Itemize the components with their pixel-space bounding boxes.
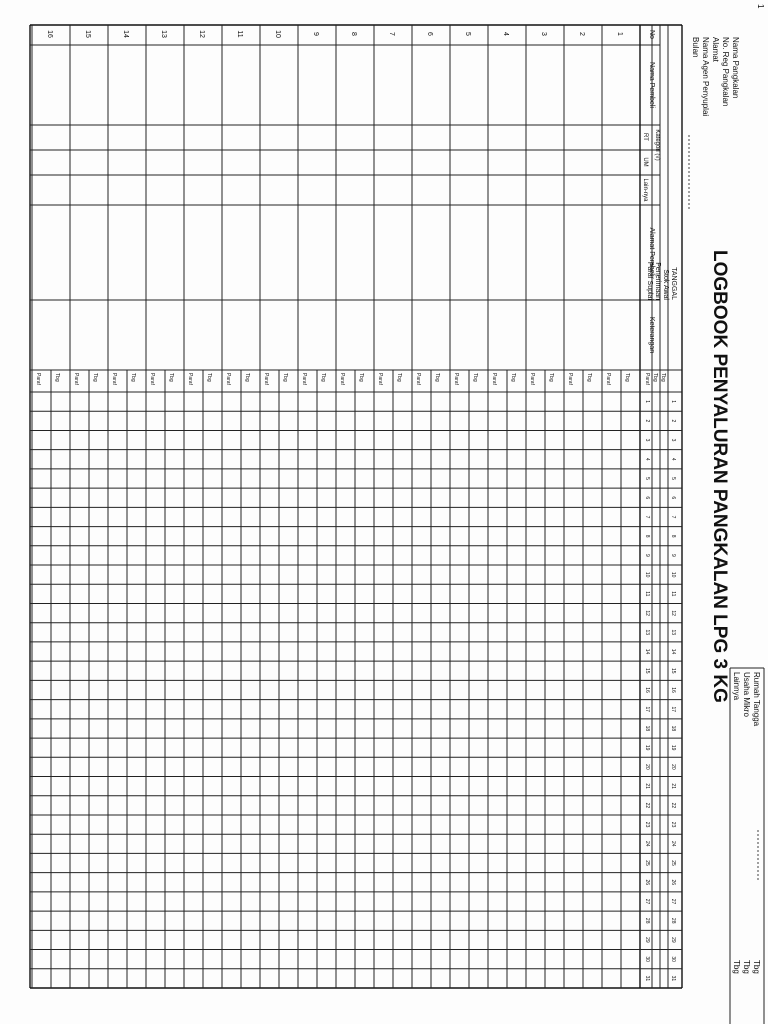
day-number-header: 6 (670, 496, 676, 500)
day-number-subheader: 5 (644, 477, 650, 480)
legend-unit-label: Tbg (742, 960, 751, 974)
day-number-subheader: 6 (644, 496, 650, 500)
row-number: 15 (84, 30, 91, 38)
day-number-header: 16 (670, 687, 676, 693)
row-unit-tbg: Tbg (624, 373, 630, 382)
day-number-subheader: 10 (644, 571, 650, 578)
header-tanggal: TANGGAL (670, 267, 677, 300)
day-number-header: 5 (670, 477, 676, 480)
header-stok-awal: Stok Awal (662, 269, 669, 300)
info-field-label: No. Reg Pangkalan (721, 37, 730, 107)
day-number-header: 30 (670, 956, 676, 962)
day-number-header: 28 (670, 917, 676, 924)
day-number-header: 23 (670, 821, 676, 828)
row-unit-paraf: Paraf (567, 373, 573, 385)
day-number-header: 19 (670, 744, 676, 751)
day-number-subheader: 13 (644, 629, 650, 636)
legend-unit-label: Tbg (732, 960, 741, 974)
day-number-header: 27 (670, 898, 676, 905)
row-unit-tbg: Tbg (396, 373, 402, 382)
row-unit-tbg: Tbg (548, 373, 554, 382)
header-kategori-col: Lain-nya (642, 178, 648, 202)
day-number-header: 20 (670, 764, 676, 770)
row-number: 12 (198, 30, 205, 38)
day-number-subheader: 24 (644, 841, 650, 847)
legend-category-label: Usaha Mikro (742, 672, 751, 717)
row-unit-paraf: Paraf (111, 373, 117, 385)
day-number-header: 17 (670, 706, 676, 713)
summary-unit-label: Tbg (652, 373, 658, 382)
day-number-header: 21 (670, 783, 676, 789)
info-field-label: Nama Agen Penyuplai (701, 37, 710, 117)
day-number-header: 7 (670, 515, 676, 519)
day-number-header: 2 (670, 419, 676, 423)
row-unit-tbg: Tbg (168, 373, 174, 382)
corner-mark: 1 (756, 4, 765, 9)
row-unit-paraf: Paraf (339, 373, 345, 385)
day-number-header: 4 (670, 457, 676, 461)
day-number-subheader: 19 (644, 744, 650, 751)
day-number-subheader: 22 (644, 802, 650, 809)
row-unit-paraf: Paraf (377, 373, 383, 385)
day-number-subheader: 17 (644, 706, 650, 713)
day-number-header: 13 (670, 629, 676, 636)
row-unit-tbg: Tbg (92, 373, 98, 382)
row-unit-tbg: Tbg (130, 373, 136, 382)
row-unit-tbg: Tbg (282, 373, 288, 382)
day-number-subheader: 28 (644, 917, 650, 924)
info-field-label: Bulan (691, 37, 700, 58)
day-number-subheader: 16 (644, 687, 650, 693)
row-number: 14 (122, 30, 129, 38)
day-number-header: 31 (670, 975, 676, 982)
day-number-header: 14 (670, 648, 676, 655)
info-field-label: Nama Pangkalan (731, 37, 740, 99)
summary-unit-label: Paraf (644, 373, 650, 385)
row-number: 9 (312, 32, 319, 36)
row-number: 10 (274, 30, 281, 38)
row-number: 16 (46, 30, 53, 38)
row-number: 13 (160, 30, 167, 38)
legend-category-label: Lainnya (732, 672, 741, 701)
header-no: No (648, 30, 655, 39)
row-number: 2 (578, 32, 585, 36)
day-number-header: 10 (670, 571, 676, 578)
row-unit-tbg: Tbg (472, 373, 478, 382)
day-number-header: 8 (670, 534, 676, 538)
day-number-subheader: 2 (644, 419, 650, 423)
info-field-label: Alamat (711, 37, 720, 62)
header-nama-pembeli: Nama Pembeli (648, 62, 655, 108)
row-number: 7 (388, 32, 395, 36)
row-number: 1 (616, 32, 623, 36)
header-keterangan: Keterangan (648, 316, 655, 354)
summary-unit-label: Tbg (660, 373, 666, 382)
day-number-subheader: 31 (644, 975, 650, 982)
day-number-subheader: 27 (644, 898, 650, 905)
row-unit-tbg: Tbg (206, 373, 212, 382)
row-number: 8 (350, 32, 357, 36)
day-number-header: 12 (670, 610, 676, 616)
row-unit-paraf: Paraf (225, 373, 231, 385)
row-unit-paraf: Paraf (187, 373, 193, 385)
legend-category-label: Rumah Tangga (752, 672, 761, 727)
day-number-subheader: 30 (644, 956, 650, 962)
day-number-header: 9 (670, 554, 676, 557)
row-unit-tbg: Tbg (244, 373, 250, 382)
day-number-header: 11 (670, 591, 676, 597)
day-number-subheader: 20 (644, 764, 650, 770)
header-kategori-col: RT (642, 133, 648, 141)
row-unit-tbg: Tbg (434, 373, 440, 382)
day-number-header: 25 (670, 860, 676, 866)
row-number: 3 (540, 32, 547, 36)
day-number-header: 26 (670, 879, 676, 886)
header-kategori: Kategori (√) (654, 129, 660, 161)
day-number-header: 18 (670, 725, 676, 732)
header-penerimaan: Penerimaan (654, 262, 661, 300)
header-paraf-suplai: Paraf Suplai (646, 261, 653, 300)
row-number: 11 (236, 30, 243, 38)
day-number-header: 22 (670, 802, 676, 809)
row-unit-tbg: Tbg (586, 373, 592, 382)
header-alamat-pembeli: Alamat Pembeli (648, 227, 655, 277)
row-unit-tbg: Tbg (510, 373, 516, 382)
day-number-subheader: 8 (644, 534, 650, 538)
row-unit-paraf: Paraf (605, 373, 611, 385)
day-number-subheader: 11 (644, 591, 650, 597)
day-number-subheader: 14 (644, 648, 650, 655)
legend-unit-label: Tbg (752, 960, 761, 974)
day-number-subheader: 7 (644, 515, 650, 519)
day-number-header: 24 (670, 841, 676, 847)
row-unit-tbg: Tbg (358, 373, 364, 382)
row-number: 5 (464, 32, 471, 36)
row-unit-paraf: Paraf (529, 373, 535, 385)
day-number-subheader: 21 (644, 783, 650, 789)
day-number-header: 15 (670, 667, 676, 674)
day-number-subheader: 23 (644, 821, 650, 828)
day-number-subheader: 29 (644, 937, 650, 943)
row-number: 6 (426, 32, 433, 36)
day-number-subheader: 1 (644, 400, 650, 404)
row-unit-paraf: Paraf (73, 373, 79, 385)
row-unit-paraf: Paraf (149, 373, 155, 385)
row-unit-paraf: Paraf (301, 373, 307, 385)
day-number-subheader: 9 (644, 554, 650, 557)
day-number-subheader: 26 (644, 879, 650, 886)
row-number: 4 (502, 32, 509, 36)
header-kategori-col: UM (642, 157, 648, 167)
day-number-subheader: 25 (644, 860, 650, 866)
day-number-subheader: 12 (644, 610, 650, 616)
row-unit-paraf: Paraf (415, 373, 421, 385)
row-unit-paraf: Paraf (491, 373, 497, 385)
day-number-header: 1 (670, 400, 676, 404)
row-unit-paraf: Paraf (35, 373, 41, 385)
day-number-subheader: 3 (644, 438, 650, 442)
day-number-subheader: 4 (644, 457, 650, 461)
row-unit-tbg: Tbg (320, 373, 326, 382)
day-number-header: 3 (670, 438, 676, 442)
row-unit-paraf: Paraf (263, 373, 269, 385)
day-number-subheader: 15 (644, 667, 650, 674)
row-unit-paraf: Paraf (453, 373, 459, 385)
day-number-header: 29 (670, 937, 676, 943)
page-title: LOGBOOK PENYALURAN PANGKALAN LPG 3 KG (709, 250, 730, 703)
row-unit-tbg: Tbg (54, 373, 60, 382)
day-number-subheader: 18 (644, 725, 650, 732)
